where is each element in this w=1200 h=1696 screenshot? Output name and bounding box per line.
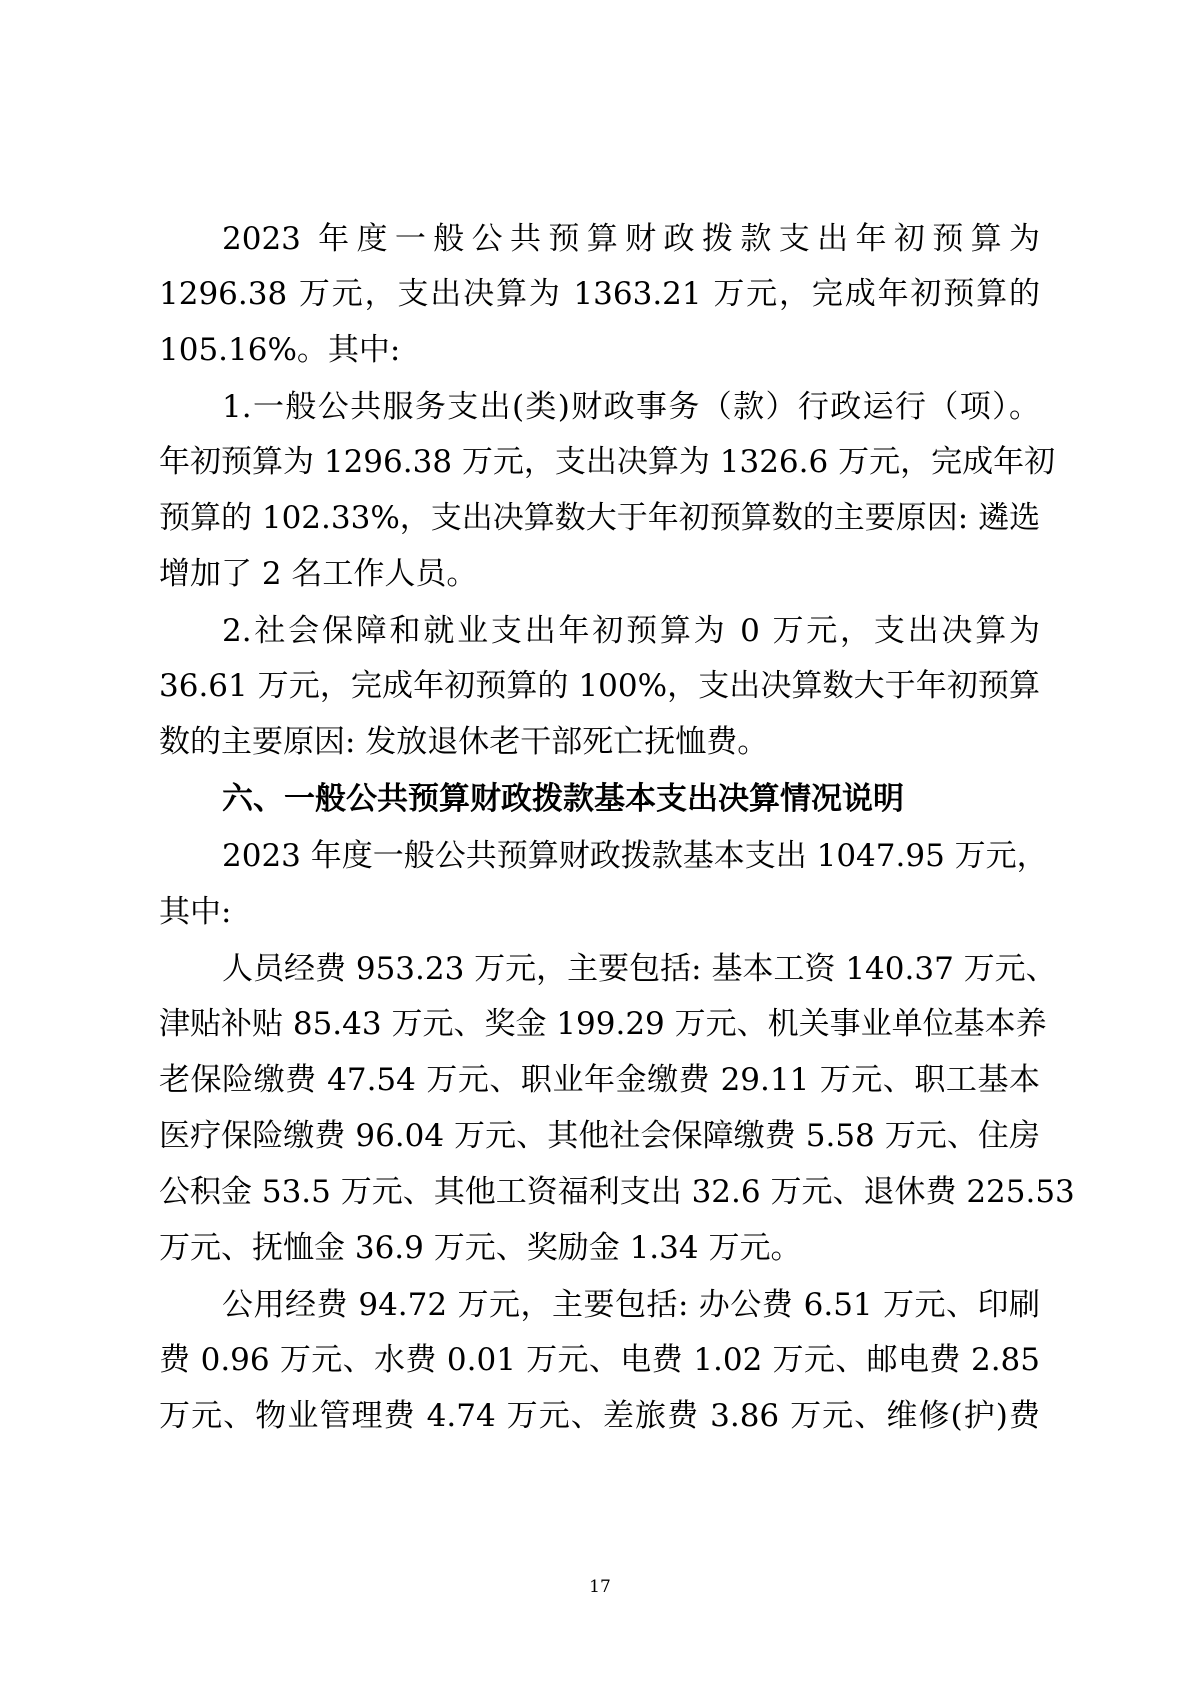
paragraph-line: 万元、物业管理费 4.74 万元、差旅费 3.86 万元、维修(护)费 xyxy=(159,1398,1040,1434)
paragraph-line: 数的主要原因: 发放退休老干部死亡抚恤费。 xyxy=(159,724,769,760)
paragraph-line: 费 0.96 万元、水费 0.01 万元、电费 1.02 万元、邮电费 2.85 xyxy=(159,1342,1040,1378)
paragraph-line: 36.61 万元，完成年初预算的 100%，支出决算数大于年初预算 xyxy=(159,668,1040,704)
paragraph-line: 105.16%。其中: xyxy=(159,332,401,368)
paragraph-line: 其中: xyxy=(159,894,232,930)
paragraph-line: 1296.38 万元，支出决算为 1363.21 万元，完成年初预算的 xyxy=(159,276,1040,312)
paragraph-line: 津贴补贴 85.43 万元、奖金 199.29 万元、机关事业单位基本养 xyxy=(159,1006,1047,1042)
paragraph-line: 2.社会保障和就业支出年初预算为 0 万元，支出决算为 xyxy=(222,613,1040,649)
paragraph-line: 2023 年度一般公共预算财政拨款支出年初预算为 xyxy=(222,221,1040,257)
paragraph-line: 人员经费 953.23 万元，主要包括: 基本工资 140.37 万元、 xyxy=(222,951,1057,987)
paragraph-line: 老保险缴费 47.54 万元、职业年金缴费 29.11 万元、职工基本 xyxy=(159,1062,1040,1098)
paragraph-line: 医疗保险缴费 96.04 万元、其他社会保障缴费 5.58 万元、住房 xyxy=(159,1118,1040,1154)
paragraph-line: 2023 年度一般公共预算财政拨款基本支出 1047.95 万元， xyxy=(222,838,1048,874)
paragraph-line: 公积金 53.5 万元、其他工资福利支出 32.6 万元、退休费 225.53 xyxy=(159,1174,1075,1210)
paragraph-line: 预算的 102.33%，支出决算数大于年初预算数的主要原因: 遴选 xyxy=(159,500,1041,536)
paragraph-line: 公用经费 94.72 万元，主要包括: 办公费 6.51 万元、印刷 xyxy=(222,1287,1040,1323)
paragraph-line: 1.一般公共服务支出(类)财政事务（款）行政运行（项）。 xyxy=(222,389,1040,425)
paragraph-line: 万元、抚恤金 36.9 万元、奖励金 1.34 万元。 xyxy=(159,1230,802,1266)
page-number: 17 xyxy=(589,1577,611,1597)
section-heading: 六、一般公共预算财政拨款基本支出决算情况说明 xyxy=(222,781,904,817)
paragraph-line: 增加了 2 名工作人员。 xyxy=(159,556,478,592)
paragraph-line: 年初预算为 1296.38 万元，支出决算为 1326.6 万元，完成年初 xyxy=(159,444,1056,480)
